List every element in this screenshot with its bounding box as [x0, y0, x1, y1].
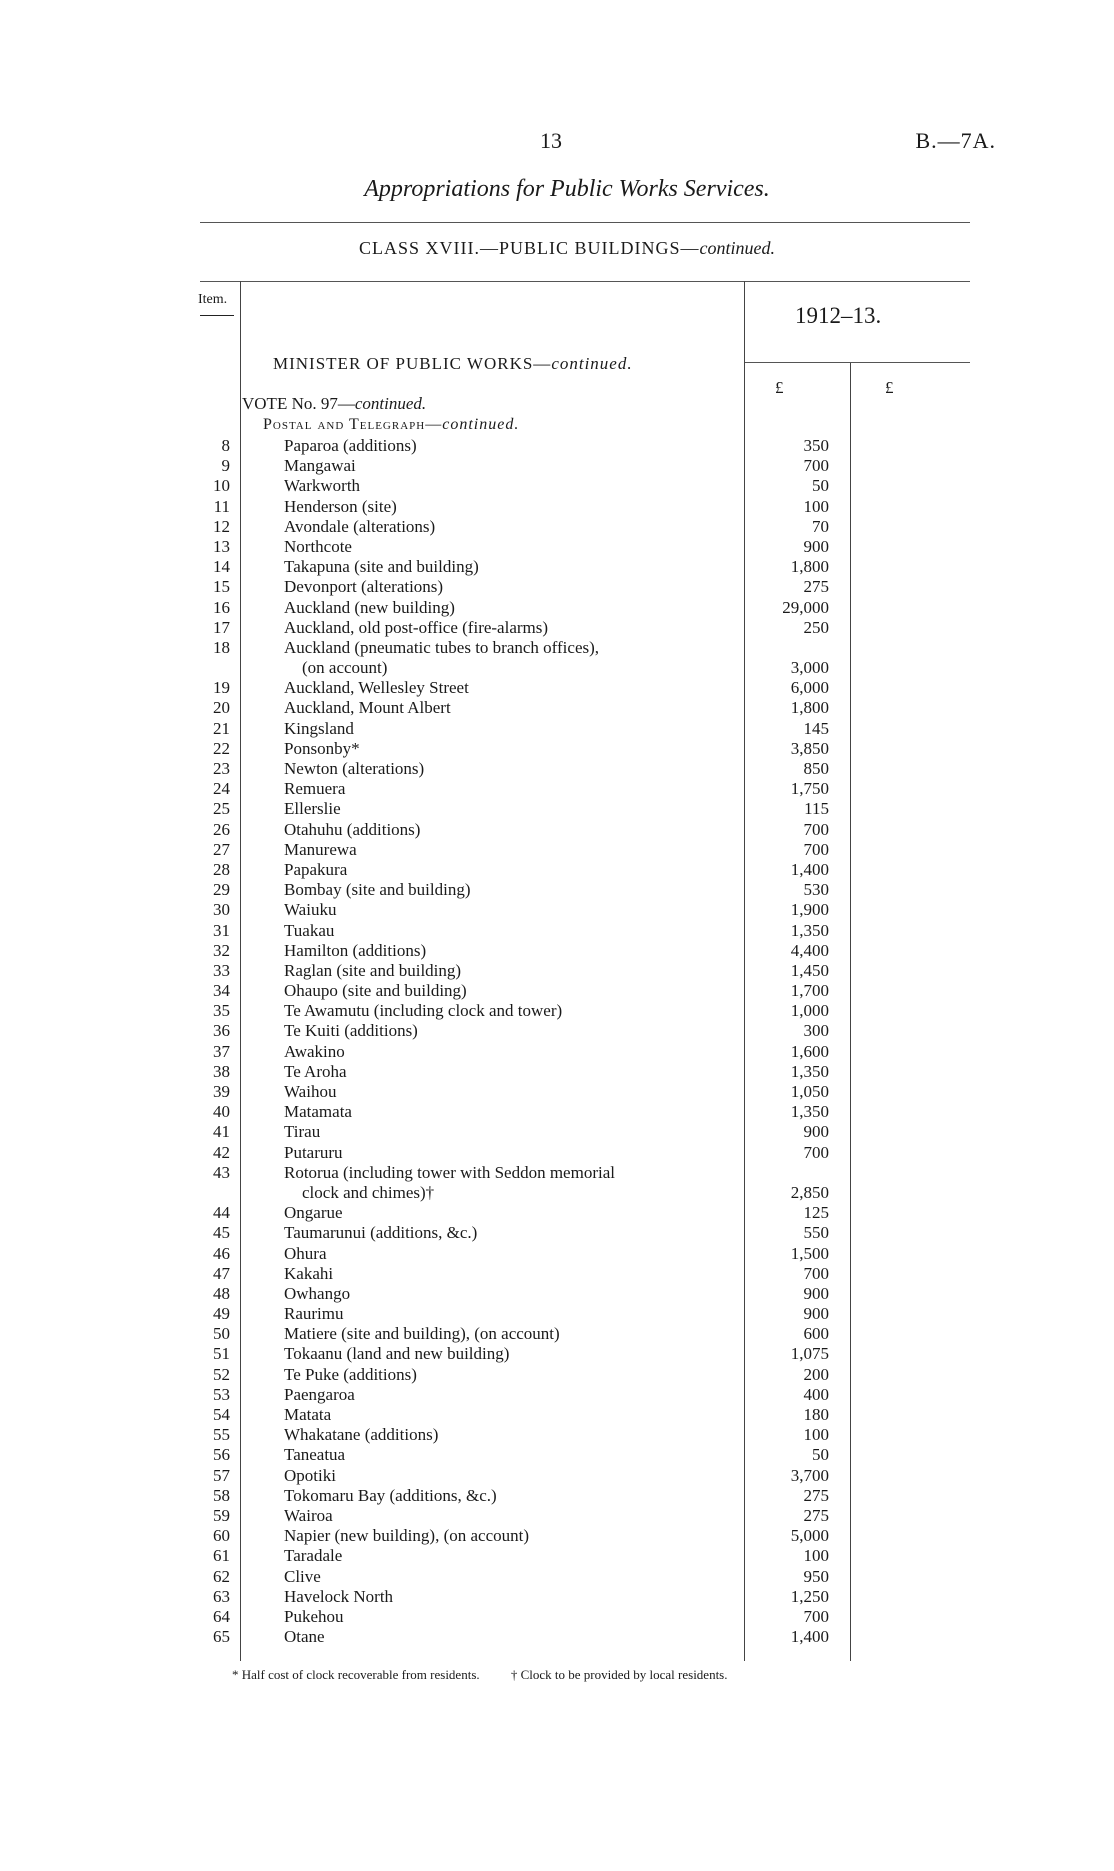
table-row [0, 436, 1114, 456]
item-number: 49 [213, 1304, 230, 1324]
table-row [0, 497, 1114, 517]
item-amount: 300 [803, 1021, 829, 1041]
item-number: 33 [213, 960, 230, 980]
table-row [0, 1203, 1114, 1223]
item-number: 32 [213, 940, 230, 960]
table-row [0, 1445, 1114, 1465]
minister-text: MINISTER OF PUBLIC WORKS— [273, 354, 552, 373]
item-description: clock and chimes)† [302, 1182, 435, 1202]
item-number: 63 [213, 1586, 230, 1606]
table-row [0, 537, 1114, 557]
table-row [0, 1102, 1114, 1122]
item-number: 29 [213, 880, 230, 900]
table-row [0, 1627, 1114, 1647]
item-description: Raurimu [284, 1304, 344, 1324]
item-number: 14 [213, 557, 230, 577]
year-heading: 1912–13. [795, 303, 882, 328]
vote-heading [242, 394, 426, 414]
table-row [0, 779, 1114, 799]
table-row [0, 820, 1114, 840]
item-number: 57 [213, 1465, 230, 1485]
item-description: Matamata [284, 1102, 352, 1122]
item-amount: 2,850 [790, 1182, 829, 1202]
table-row [0, 981, 1114, 1001]
item-amount: 1,250 [790, 1586, 829, 1606]
table-row [0, 598, 1114, 618]
item-amount: 275 [803, 1505, 829, 1525]
pound-sign-amount: £ [775, 378, 784, 397]
heading-rule [200, 222, 970, 223]
table-row [0, 517, 1114, 537]
item-description: Auckland, old post-office (fire-alarms) [284, 617, 549, 637]
item-under-rule [200, 315, 234, 316]
item-number: 40 [213, 1102, 230, 1122]
item-number: 53 [213, 1384, 230, 1404]
item-amount: 70 [812, 516, 829, 536]
item-description: Auckland (new building) [284, 597, 455, 617]
table-row [0, 1082, 1114, 1102]
table-row [0, 1042, 1114, 1062]
pound-sign-total: £ [885, 378, 894, 397]
item-amount: 1,400 [790, 1627, 829, 1647]
item-amount: 115 [804, 799, 829, 819]
item-amount: 1,050 [790, 1082, 829, 1101]
item-number: 12 [213, 516, 230, 536]
table-row [0, 1001, 1114, 1021]
table-row [0, 1183, 1114, 1203]
item-number: 25 [213, 799, 230, 819]
item-number: 47 [213, 1263, 230, 1283]
item-amount: 100 [803, 496, 829, 516]
item-description: Te Puke (additions) [284, 1364, 417, 1384]
item-amount: 900 [803, 1122, 829, 1142]
item-number: 62 [213, 1566, 230, 1586]
item-description: Devonport (alterations) [284, 577, 444, 597]
item-amount: 1,750 [790, 779, 829, 799]
item-description: Waihou [284, 1082, 337, 1101]
item-amount: 1,600 [790, 1041, 829, 1061]
item-number: 23 [213, 759, 230, 778]
table-row [0, 1122, 1114, 1142]
item-number: 27 [213, 839, 230, 859]
item-amount: 3,700 [790, 1465, 829, 1485]
item-description: Kingsland [284, 718, 354, 738]
item-description: Northcote [284, 536, 352, 556]
item-description: Kakahi [284, 1263, 334, 1283]
class-title [0, 238, 1114, 259]
table-row [0, 1486, 1114, 1506]
item-description: Ohaupo (site and building) [284, 981, 467, 1001]
item-amount: 530 [803, 880, 829, 900]
table-row [0, 1344, 1114, 1364]
item-number: 24 [213, 779, 230, 799]
item-number: 42 [213, 1142, 230, 1162]
item-description: (on account) [302, 658, 388, 678]
item-number: 52 [213, 1364, 230, 1384]
item-amount: 5,000 [790, 1526, 829, 1546]
item-amount: 275 [803, 577, 829, 597]
item-number: 18 [213, 637, 230, 657]
item-number: 44 [213, 1203, 230, 1223]
item-amount: 29,000 [782, 597, 829, 617]
item-description: Remuera [284, 779, 346, 799]
item-number: 65 [213, 1627, 230, 1647]
section-continued: continued. [442, 416, 520, 433]
item-amount: 1,700 [790, 981, 829, 1001]
item-amount: 700 [803, 819, 829, 839]
item-amount: 1,800 [790, 557, 829, 577]
footnote-clock-local: † Clock to be provided by local residents. [510, 1667, 728, 1682]
item-description: Takapuna (site and building) [284, 557, 479, 577]
table-row [0, 1244, 1114, 1264]
item-number: 58 [213, 1485, 230, 1505]
item-description: Auckland, Mount Albert [284, 698, 451, 718]
year-under-rule [745, 362, 970, 363]
item-number: 34 [213, 981, 230, 1001]
item-amount: 1,800 [790, 698, 829, 718]
table-row [0, 1587, 1114, 1607]
item-description: Bombay (site and building) [284, 880, 471, 900]
item-number: 54 [213, 1405, 230, 1424]
item-number: 17 [213, 617, 230, 637]
item-description: Opotiki [284, 1465, 336, 1485]
item-number: 26 [213, 819, 230, 839]
item-number: 9 [221, 456, 230, 476]
item-number: 59 [213, 1505, 230, 1525]
item-number: 37 [213, 1041, 230, 1061]
item-number: 46 [213, 1243, 230, 1263]
item-description: Raglan (site and building) [284, 960, 462, 980]
table-row [0, 1021, 1114, 1041]
table-row [0, 658, 1114, 678]
item-number: 11 [213, 496, 230, 516]
table-row [0, 1304, 1114, 1324]
item-number: 61 [213, 1546, 230, 1566]
table-row [0, 698, 1114, 718]
item-amount: 100 [803, 1425, 829, 1445]
item-amount: 50 [812, 1445, 829, 1465]
table-row [0, 1284, 1114, 1304]
item-description: Te Awamutu (including clock and tower) [284, 1001, 563, 1021]
item-description: Awakino [284, 1041, 345, 1061]
vote-continued: continued. [354, 394, 427, 413]
item-column-label: Item. [198, 292, 228, 307]
item-amount: 1,350 [790, 1061, 829, 1081]
table-row [0, 880, 1114, 900]
item-number: 16 [213, 597, 230, 617]
item-amount: 1,900 [790, 900, 829, 920]
table-row [0, 1163, 1114, 1183]
table-row [0, 577, 1114, 597]
item-number: 43 [213, 1162, 230, 1182]
class-title-text: CLASS XVIII.—PUBLIC BUILDINGS— [359, 238, 700, 258]
item-description: Waiuku [284, 900, 337, 920]
minister-continued: continued. [551, 354, 633, 373]
item-number: 36 [213, 1021, 230, 1041]
table-row [0, 638, 1114, 658]
table-row [0, 557, 1114, 577]
item-amount: 4,400 [790, 940, 829, 960]
item-amount: 3,000 [790, 658, 829, 678]
item-amount: 1,400 [790, 859, 829, 879]
item-amount: 145 [803, 718, 829, 738]
table-row [0, 1526, 1114, 1546]
item-description: Tokaanu (land and new building) [284, 1344, 510, 1364]
item-description: Tirau [284, 1122, 321, 1142]
item-description: Matiere (site and building), (on account) [284, 1324, 560, 1344]
item-amount: 700 [803, 1263, 829, 1283]
item-description: Whakatane (additions) [284, 1425, 439, 1445]
table-row [0, 1506, 1114, 1526]
item-description: Ohura [284, 1243, 327, 1263]
table-row [0, 1143, 1114, 1163]
item-description: Putaruru [284, 1142, 343, 1162]
item-amount: 550 [803, 1223, 829, 1243]
page-heading: Appropriations for Public Works Services. [364, 176, 770, 202]
item-number: 31 [213, 920, 230, 940]
item-description: Ponsonby* [284, 738, 360, 758]
item-number: 48 [213, 1283, 230, 1303]
table-row [0, 1223, 1114, 1243]
item-number: 28 [213, 859, 230, 879]
item-number: 39 [213, 1082, 230, 1101]
item-description: Taneatua [284, 1445, 346, 1465]
item-amount: 1,075 [790, 1344, 829, 1364]
item-number: 15 [213, 577, 230, 597]
item-number: 64 [213, 1606, 230, 1626]
table-row [0, 799, 1114, 819]
item-number: 60 [213, 1526, 230, 1546]
item-description: Clive [284, 1566, 321, 1586]
items-table [0, 436, 1114, 1647]
item-description: Pukehou [284, 1606, 344, 1626]
table-row [0, 1607, 1114, 1627]
item-amount: 1,500 [790, 1243, 829, 1263]
item-amount: 250 [803, 617, 829, 637]
table-row [0, 941, 1114, 961]
item-description: Paparoa (additions) [284, 436, 417, 455]
item-number: 22 [213, 738, 230, 758]
item-description: Paengaroa [284, 1384, 355, 1404]
item-amount: 900 [803, 1304, 829, 1324]
vote-text: VOTE No. 97— [242, 394, 355, 413]
item-amount: 700 [803, 839, 829, 859]
table-row [0, 1365, 1114, 1385]
item-number: 45 [213, 1223, 230, 1243]
item-number: 8 [221, 436, 230, 455]
item-description: Havelock North [284, 1586, 394, 1606]
item-number: 56 [213, 1445, 230, 1465]
table-row [0, 678, 1114, 698]
item-amount: 1,450 [790, 960, 829, 980]
item-amount: 180 [803, 1405, 829, 1424]
item-amount: 1,000 [790, 1001, 829, 1021]
document-reference: B.—7A. [915, 128, 996, 153]
table-row [0, 840, 1114, 860]
item-description: Matata [284, 1405, 332, 1424]
table-row [0, 1567, 1114, 1587]
item-description: Mangawai [284, 456, 356, 476]
table-row [0, 1062, 1114, 1082]
item-amount: 6,000 [790, 678, 829, 698]
item-description: Hamilton (additions) [284, 940, 427, 960]
table-row [0, 1466, 1114, 1486]
table-row [0, 476, 1114, 496]
table-row [0, 1546, 1114, 1566]
table-row [0, 739, 1114, 759]
table-row [0, 860, 1114, 880]
item-description: Te Aroha [284, 1061, 347, 1081]
item-description: Owhango [284, 1283, 351, 1303]
item-number: 20 [213, 698, 230, 718]
item-amount: 700 [803, 456, 829, 476]
item-number: 55 [213, 1425, 230, 1445]
item-amount: 3,850 [790, 738, 829, 758]
minister-heading [273, 354, 633, 374]
item-description: Otahuhu (additions) [284, 819, 421, 839]
item-number: 50 [213, 1324, 230, 1344]
item-description: Ellerslie [284, 799, 341, 819]
item-description: Ongarue [284, 1203, 343, 1223]
item-number: 10 [213, 476, 230, 496]
item-amount: 700 [803, 1606, 829, 1626]
item-description: Auckland, Wellesley Street [284, 678, 469, 698]
item-amount: 950 [803, 1566, 829, 1586]
table-row [0, 900, 1114, 920]
item-amount: 275 [803, 1485, 829, 1505]
item-number: 35 [213, 1001, 230, 1021]
page-number: 13 [540, 128, 562, 153]
item-description: Te Kuiti (additions) [284, 1021, 418, 1041]
item-description: Taradale [284, 1546, 343, 1566]
table-row [0, 719, 1114, 739]
item-number: 19 [213, 678, 230, 698]
item-amount: 900 [803, 536, 829, 556]
item-number: 30 [213, 900, 230, 920]
item-number: 41 [213, 1122, 230, 1142]
table-row [0, 1385, 1114, 1405]
item-amount: 350 [803, 436, 829, 455]
table-row [0, 618, 1114, 638]
item-description: Napier (new building), (on account) [284, 1526, 529, 1546]
item-description: Manurewa [284, 839, 357, 859]
item-description: Papakura [284, 859, 348, 879]
class-title-continued: continued. [699, 238, 775, 258]
item-description: Auckland (pneumatic tubes to branch offices), [284, 637, 600, 657]
footnote-clock-residents: * Half cost of clock recoverable from residents. [232, 1667, 480, 1682]
item-amount: 850 [803, 759, 829, 778]
item-description: Wairoa [284, 1505, 333, 1525]
item-amount: 900 [803, 1283, 829, 1303]
item-amount: 50 [812, 476, 829, 496]
item-number: 51 [213, 1344, 230, 1364]
item-description: Tuakau [284, 920, 335, 940]
table-row [0, 1324, 1114, 1344]
item-number: 13 [213, 536, 230, 556]
table-row [0, 759, 1114, 779]
item-amount: 700 [803, 1142, 829, 1162]
item-amount: 200 [803, 1364, 829, 1384]
table-row [0, 1425, 1114, 1445]
table-row [0, 921, 1114, 941]
table-row [0, 1405, 1114, 1425]
item-description: Newton (alterations) [284, 759, 425, 778]
item-amount: 1,350 [790, 920, 829, 940]
item-description: Taumarunui (additions, &c.) [284, 1223, 478, 1243]
item-number: 38 [213, 1061, 230, 1081]
table-row [0, 456, 1114, 476]
item-description: Otane [284, 1627, 325, 1647]
section-text: Postal and Telegraph— [263, 416, 443, 433]
item-number: 21 [213, 718, 230, 738]
item-description: Henderson (site) [284, 496, 397, 516]
section-heading [263, 416, 519, 434]
item-description: Rotorua (including tower with Seddon memorial [284, 1162, 615, 1182]
footnotes [232, 1667, 932, 1683]
table-row [0, 1264, 1114, 1284]
item-description: Avondale (alterations) [284, 516, 436, 536]
table-row [0, 961, 1114, 981]
item-description: Tokomaru Bay (additions, &c.) [284, 1485, 497, 1505]
item-amount: 100 [803, 1546, 829, 1566]
item-amount: 1,350 [790, 1102, 829, 1122]
item-amount: 600 [803, 1324, 829, 1344]
item-amount: 400 [803, 1384, 829, 1404]
item-amount: 125 [803, 1203, 829, 1223]
table-top-rule [200, 281, 970, 282]
item-description: Warkworth [284, 476, 361, 496]
